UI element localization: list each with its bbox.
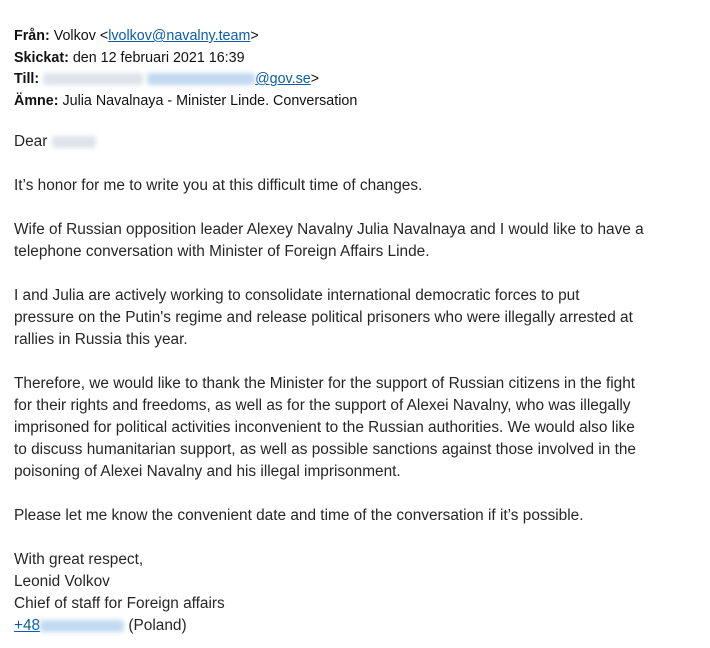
paragraph-3 [14, 285, 704, 351]
redacted-recipient-email [147, 73, 255, 85]
signature-title: Chief of staff for Foreign affairs [14, 595, 225, 612]
text-line: Therefore, we would like to thank the Minister for the support of Russian citizens in the fight [14, 375, 636, 392]
text-line: Please let me know the convenient date and time of the conversation if it’s possible. [14, 507, 584, 524]
phone-country: (Poland) [128, 617, 187, 634]
redacted-recipient-name [43, 73, 143, 85]
text-line: rallies in Russia this year. [14, 331, 188, 348]
paragraph-4 [14, 373, 704, 483]
sender-name: Volkov < [53, 28, 109, 44]
recipient-domain-link[interactable]: @gov.se [255, 71, 311, 87]
greeting-word: Dear [14, 133, 48, 150]
text-line: It’s honor for me to write you at this difficult time of changes. [14, 177, 423, 194]
text-line: poisoning of Alexei Navalny and his illegal imprisonment. [14, 463, 401, 480]
to-row [14, 69, 704, 91]
sent-row [14, 48, 704, 70]
sender-email-link[interactable]: lvolkov@navalny.team [108, 28, 251, 44]
signature-name: Leonid Volkov [14, 573, 110, 590]
text-line: telephone conversation with Minister of Foreign Affairs Linde. [14, 243, 430, 260]
subject-label: Ämne: [14, 92, 59, 109]
redacted-recipient-first-name [52, 136, 96, 148]
email-headers [14, 26, 704, 112]
from-label: Från: [14, 28, 50, 44]
text-line: Wife of Russian opposition leader Alexey Navalny Julia Navalnaya and I would like to have a [14, 221, 644, 238]
sent-label: Skickat: [14, 49, 69, 66]
text-line: imprisoned for political activities inconvenient to the Russian authorities. We would also like [14, 419, 635, 436]
greeting [14, 131, 704, 153]
paragraph-5 [14, 505, 704, 527]
phone-link[interactable]: +48 [14, 617, 41, 634]
redacted-phone-number [40, 620, 124, 632]
sent-date: den 12 februari 2021 16:39 [72, 49, 245, 66]
recipient-email-close: > [310, 71, 320, 87]
signature [14, 549, 704, 637]
sender-email-close: > [250, 28, 259, 44]
email-message [14, 26, 704, 637]
paragraph-2 [14, 219, 704, 263]
text-line: for their rights and freedoms, as well as for the support of Alexei Navalny, who was illegally [14, 397, 631, 414]
subject-text: Julia Navalnaya - Minister Linde. Conversation [62, 92, 358, 109]
email-body [14, 131, 704, 637]
from-row [14, 26, 704, 48]
signature-phone-row [14, 615, 704, 637]
paragraph-1 [14, 175, 704, 197]
subject-row [14, 91, 704, 113]
text-line: I and Julia are actively working to consolidate international democratic forces to put [14, 287, 580, 304]
signature-closing: With great respect, [14, 551, 144, 568]
text-line: to discuss humanitarian support, as well as possible sanctions against those involved in the [14, 441, 636, 458]
to-label: Till: [14, 71, 40, 87]
text-line: pressure on the Putin's regime and release political prisoners who were illegally arrested at [14, 309, 633, 326]
